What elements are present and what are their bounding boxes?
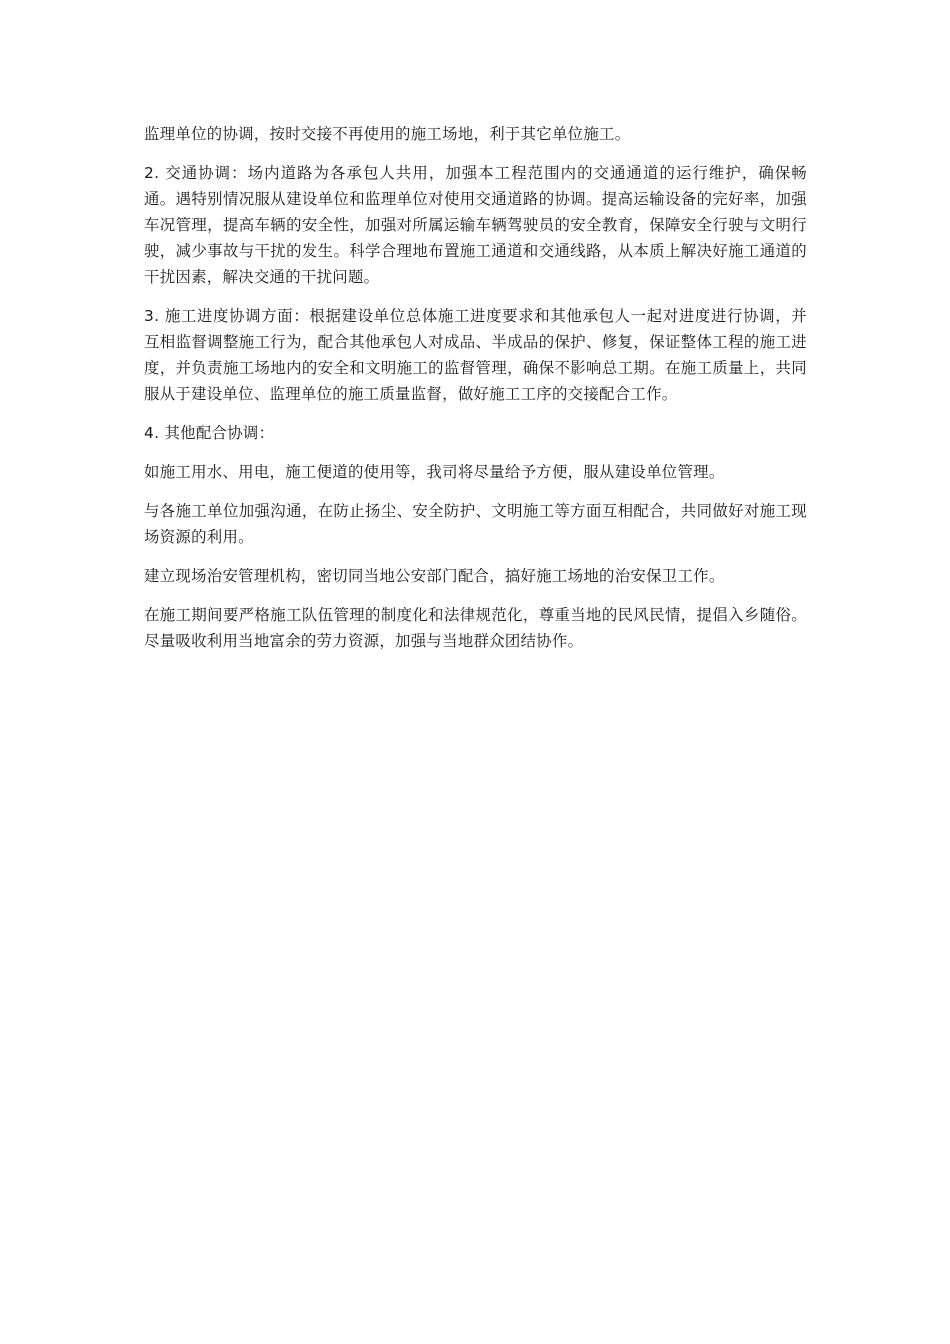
paragraph-water-power: 如施工用水、用电，施工便道的使用等，我司将尽量给予方便，服从建设单位管理。: [144, 463, 725, 481]
paragraph-schedule-coordination: 3. 施工进度协调方面：根据建设单位总体施工进度要求和其他承包人一起对进度进行协调，并互相监督调整施工行为，配合其他承包人对成品、半成品的保护、修复，保证整体工程的施工进度，并负责施工场地内的安全和文明施工的监督管理，确保不影响总工期。在施工质量上，共同服从于建设单位、监理单位的施工质量监督，做好施工工序的交接配合工作。: [144, 307, 807, 403]
document-body: [144, 121, 807, 667]
paragraph-site-handover: 监理单位的协调，按时交接不再使用的施工场地，利于其它单位施工。: [144, 125, 631, 143]
heading-other-coordination: 4. 其他配合协调：: [144, 424, 275, 442]
paragraph-communication: 与各施工单位加强沟通，在防止扬尘、安全防护、文明施工等方面互相配合，共同做好对施工现场资源的利用。: [144, 502, 807, 546]
paragraph-security: 建立现场治安管理机构，密切同当地公安部门配合，搞好施工场地的治安保卫工作。: [144, 567, 725, 585]
paragraph-local-customs: 在施工期间要严格施工队伍管理的制度化和法律规范化，尊重当地的民风民情，提倡入乡随俗。尽量吸收利用当地富余的劳力资源，加强与当地群众团结协作。: [144, 606, 807, 650]
paragraph-traffic-coordination: 2. 交通协调：场内道路为各承包人共用，加强本工程范围内的交通通道的运行维护，确保畅通。遇特别情况服从建设单位和监理单位对使用交通道路的协调。提高运输设备的完好率，加强车况管理，提高车辆的安全性，加强对所属运输车辆驾驶员的安全教育，保障安全行驶与文明行驶，减少事故与干扰的发生。科学合理地布置施工通道和交通线路，从本质上解决好施工通道的干扰因素，解决交通的干扰问题。: [144, 164, 807, 286]
